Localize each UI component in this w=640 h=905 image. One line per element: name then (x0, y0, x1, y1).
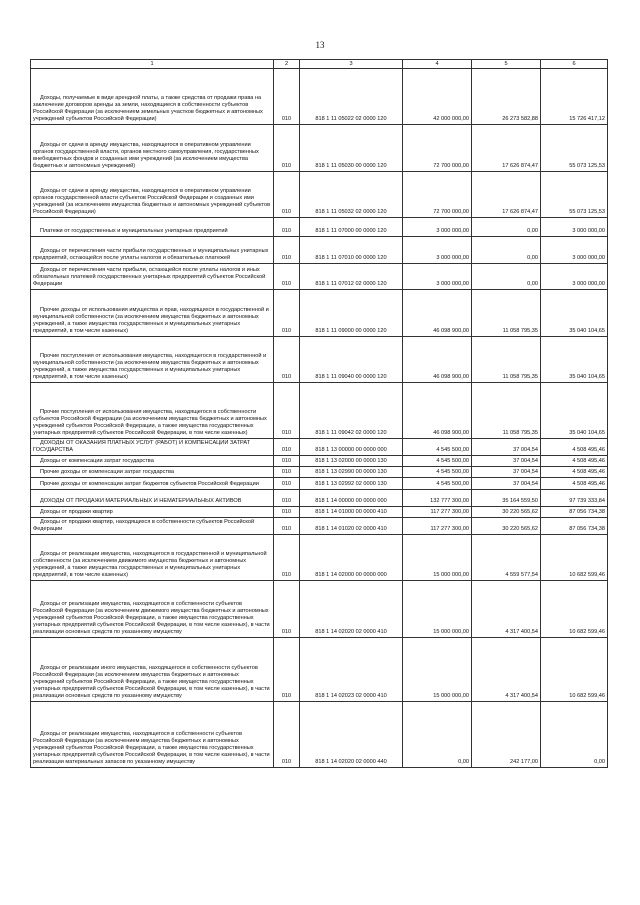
executed-amount: 37 004,54 (472, 439, 541, 456)
remaining-amount: 15 726 417,12 (541, 69, 608, 125)
row-name: Доходы от реализации иного имущества, находящегося в собственности субъектов Российской Федерации (за исключением имущества бюджетных и автономных учреждений субъектов Российской Федерации, а также имущества государственных унитарных предприятий субъектов Российской Федерации, в том числе казенных), в части реализации основных средств по указанному имуществу (31, 638, 274, 702)
row-name: ДОХОДЫ ОТ ОКАЗАНИЯ ПЛАТНЫХ УСЛУГ (РАБОТ) И КОМПЕНСАЦИИ ЗАТРАТ ГОСУДАРСТВА (31, 439, 274, 456)
remaining-amount: 35 040 104,65 (541, 290, 608, 337)
remaining-amount: 3 000 000,00 (541, 264, 608, 290)
executed-amount: 37 004,54 (472, 467, 541, 478)
table-row (31, 125, 608, 172)
row-name: ДОХОДЫ ОТ ПРОДАЖИ МАТЕРИАЛЬНЫХ И НЕМАТЕРИАЛЬНЫХ АКТИВОВ (31, 490, 274, 507)
row-code: 010 (274, 172, 300, 218)
revenue-table (30, 59, 608, 768)
table-row (31, 638, 608, 702)
planned-amount: 46 098 900,00 (403, 290, 472, 337)
executed-amount: 4 317 400,54 (472, 581, 541, 638)
row-code: 010 (274, 535, 300, 581)
planned-amount: 4 545 500,00 (403, 478, 472, 490)
row-code: 010 (274, 467, 300, 478)
budget-classification-code: 818 1 14 02020 02 0000 410 (300, 581, 403, 638)
column-header: 4 (403, 60, 472, 69)
column-header: 3 (300, 60, 403, 69)
planned-amount: 0,00 (403, 702, 472, 768)
row-code: 010 (274, 290, 300, 337)
page-number: 13 (315, 40, 325, 50)
planned-amount: 4 545 500,00 (403, 439, 472, 456)
budget-classification-code: 818 1 14 02020 02 0000 440 (300, 702, 403, 768)
remaining-amount: 35 040 104,65 (541, 337, 608, 383)
row-name: Доходы от реализации имущества, находящегося в собственности субъектов Российской Федерации (за исключением имущества бюджетных и автономных учреждений субъектов Российской Федерации, а также имущества государственных унитарных предприятий субъектов Российской Федерации, в том числе казенных), в части реализации материальных запасов по указанному имуществу (31, 702, 274, 768)
row-name: Платежи от государственных и муниципальных унитарных предприятий (31, 218, 274, 237)
executed-amount: 37 004,54 (472, 456, 541, 467)
planned-amount: 72 700 000,00 (403, 172, 472, 218)
budget-classification-code: 818 1 11 09000 00 0000 120 (300, 290, 403, 337)
column-header: 1 (31, 60, 274, 69)
budget-classification-code: 818 1 11 07010 00 0000 120 (300, 237, 403, 264)
row-name: Прочие доходы от компенсации затрат бюджетов субъектов Российской Федерации (31, 478, 274, 490)
planned-amount: 15 000 000,00 (403, 581, 472, 638)
budget-classification-code: 818 1 14 02000 00 0000 000 (300, 535, 403, 581)
table-row (31, 456, 608, 467)
row-name: Доходы от реализации имущества, находящегося в государственной и муниципальной собственности (за исключением движимого имущества бюджетных и автономных учреждений, а также имущества государственных и муниципальных унитарных предприятий, в том числе казенных) (31, 535, 274, 581)
executed-amount: 11 058 795,35 (472, 337, 541, 383)
row-code: 010 (274, 264, 300, 290)
planned-amount: 46 098 900,00 (403, 383, 472, 439)
budget-classification-code: 818 1 13 02990 00 0000 130 (300, 467, 403, 478)
budget-classification-code: 818 1 11 05022 02 0000 120 (300, 69, 403, 125)
remaining-amount: 3 000 000,00 (541, 218, 608, 237)
remaining-amount: 4 508 495,46 (541, 456, 608, 467)
row-name: Доходы от компенсации затрат государства (31, 456, 274, 467)
executed-amount: 35 164 559,50 (472, 490, 541, 507)
table-row (31, 337, 608, 383)
row-code: 010 (274, 490, 300, 507)
planned-amount: 15 000 000,00 (403, 638, 472, 702)
budget-classification-code: 818 1 11 07000 00 0000 120 (300, 218, 403, 237)
executed-amount: 17 626 874,47 (472, 172, 541, 218)
table-row (31, 478, 608, 490)
column-header: 6 (541, 60, 608, 69)
row-code: 010 (274, 383, 300, 439)
row-name: Прочие доходы от использования имущества и прав, находящихся в государственной и муниципальной собственности (за исключением имущества бюджетных и автономных учреждений, а также имущества государственных и муниципальных унитарных предприятий, в том числе казенных) (31, 290, 274, 337)
column-header: 2 (274, 60, 300, 69)
table-row (31, 264, 608, 290)
row-code: 010 (274, 702, 300, 768)
row-name: Доходы от реализации имущества, находящегося в собственности субъектов Российской Федерации (за исключением движимого имущества бюджетных и автономных учреждений субъектов Российской Федерации, а также имущества государственных унитарных предприятий субъектов Российской Федерации, в том числе казенных), в части реализации основных средств по указанному имуществу (31, 581, 274, 638)
table-row (31, 383, 608, 439)
budget-classification-code: 818 1 13 00000 00 0000 000 (300, 439, 403, 456)
row-name: Прочие поступления от использования имущества, находящегося в собственности субъектов Российской Федерации (за исключением имущества бюджетных и автономных учреждений субъектов Российской Федерации, а также имущества государственных унитарных предприятий субъектов Российской Федерации, в том числе казенных) (31, 383, 274, 439)
remaining-amount: 10 682 599,46 (541, 638, 608, 702)
table-row (31, 218, 608, 237)
row-code: 010 (274, 439, 300, 456)
budget-classification-code: 818 1 11 05032 02 0000 120 (300, 172, 403, 218)
executed-amount: 0,00 (472, 264, 541, 290)
remaining-amount: 4 508 495,46 (541, 478, 608, 490)
executed-amount: 30 220 565,62 (472, 518, 541, 535)
executed-amount: 11 058 795,35 (472, 383, 541, 439)
remaining-amount: 35 040 104,65 (541, 383, 608, 439)
executed-amount: 37 004,54 (472, 478, 541, 490)
row-name: Доходы от перечисления части прибыли, остающейся после уплаты налогов и иных обязательных платежей государственных унитарных предприятий субъектов Российской Федерации (31, 264, 274, 290)
executed-amount: 17 626 874,47 (472, 125, 541, 172)
planned-amount: 132 777 300,00 (403, 490, 472, 507)
row-code: 010 (274, 218, 300, 237)
remaining-amount: 10 682 599,46 (541, 535, 608, 581)
row-code: 010 (274, 69, 300, 125)
budget-classification-code: 818 1 14 01000 00 0000 410 (300, 507, 403, 518)
budget-classification-code: 818 1 11 09040 00 0000 120 (300, 337, 403, 383)
planned-amount: 4 545 500,00 (403, 467, 472, 478)
row-name: Доходы от перечисления части прибыли государственных и муниципальных унитарных предприятий, остающейся после уплаты налогов и обязательных платежей (31, 237, 274, 264)
row-code: 010 (274, 478, 300, 490)
remaining-amount: 10 682 599,46 (541, 581, 608, 638)
remaining-amount: 4 508 495,46 (541, 439, 608, 456)
executed-amount: 0,00 (472, 218, 541, 237)
table-row (31, 535, 608, 581)
executed-amount: 4 559 577,54 (472, 535, 541, 581)
remaining-amount: 87 056 734,38 (541, 507, 608, 518)
budget-classification-code: 818 1 13 02000 00 0000 130 (300, 456, 403, 467)
remaining-amount: 55 073 125,53 (541, 172, 608, 218)
planned-amount: 46 098 900,00 (403, 337, 472, 383)
row-code: 010 (274, 456, 300, 467)
budget-classification-code: 818 1 14 02023 02 0000 410 (300, 638, 403, 702)
table-row (31, 172, 608, 218)
planned-amount: 72 700 000,00 (403, 125, 472, 172)
column-header: 5 (472, 60, 541, 69)
planned-amount: 117 277 300,00 (403, 507, 472, 518)
row-name: Доходы от продажи квартир, находящихся в собственности субъектов Российской Федерации (31, 518, 274, 535)
row-code: 010 (274, 507, 300, 518)
row-code: 010 (274, 337, 300, 383)
executed-amount: 4 317 400,54 (472, 638, 541, 702)
table-row (31, 507, 608, 518)
remaining-amount: 0,00 (541, 702, 608, 768)
table-row (31, 581, 608, 638)
planned-amount: 3 000 000,00 (403, 218, 472, 237)
planned-amount: 3 000 000,00 (403, 264, 472, 290)
row-name: Доходы от продажи квартир (31, 507, 274, 518)
budget-classification-code: 818 1 13 02992 02 0000 130 (300, 478, 403, 490)
planned-amount: 117 277 300,00 (403, 518, 472, 535)
executed-amount: 0,00 (472, 237, 541, 264)
budget-classification-code: 818 1 14 01020 02 0000 410 (300, 518, 403, 535)
table-row (31, 237, 608, 264)
row-code: 010 (274, 581, 300, 638)
budget-classification-code: 818 1 11 05030 00 0000 120 (300, 125, 403, 172)
table-row (31, 490, 608, 507)
remaining-amount: 55 073 125,53 (541, 125, 608, 172)
table-row (31, 518, 608, 535)
budget-classification-code: 818 1 14 00000 00 0000 000 (300, 490, 403, 507)
table-row (31, 290, 608, 337)
executed-amount: 242 177,00 (472, 702, 541, 768)
remaining-amount: 97 739 333,84 (541, 490, 608, 507)
planned-amount: 4 545 500,00 (403, 456, 472, 467)
planned-amount: 42 000 000,00 (403, 69, 472, 125)
table-row (31, 702, 608, 768)
row-name: Прочие поступления от использования имущества, находящегося в государственной и муниципальной собственности (за исключением имущества бюджетных и автономных учреждений, а также имущества государственных и муниципальных унитарных предприятий, в том числе казенных) (31, 337, 274, 383)
budget-classification-code: 818 1 11 09042 02 0000 120 (300, 383, 403, 439)
planned-amount: 3 000 000,00 (403, 237, 472, 264)
row-name: Доходы от сдачи в аренду имущества, находящегося в оперативном управлении органов государственной власти субъектов Российской Федерации и созданных ими учреждений (за исключением имущества бюджетных и автономных учреждений субъектов Российской Федерации) (31, 172, 274, 218)
executed-amount: 26 273 582,88 (472, 69, 541, 125)
planned-amount: 15 000 000,00 (403, 535, 472, 581)
executed-amount: 11 058 795,35 (472, 290, 541, 337)
row-code: 010 (274, 125, 300, 172)
table-row (31, 69, 608, 125)
row-name: Доходы от сдачи в аренду имущества, находящегося в оперативном управлении органов государственной власти, органов местного самоуправления, государственных внебюджетных фондов и созданных ими учреждений (за исключением имущества бюджетных и автономных учреждений) (31, 125, 274, 172)
budget-classification-code: 818 1 11 07012 02 0000 120 (300, 264, 403, 290)
table-row (31, 439, 608, 456)
row-code: 010 (274, 638, 300, 702)
remaining-amount: 3 000 000,00 (541, 237, 608, 264)
table-row (31, 467, 608, 478)
column-number-row (31, 60, 608, 69)
row-name: Доходы, получаемые в виде арендной платы, а также средства от продажи права на заключение договоров аренды за земли, находящиеся в собственности субъектов Российской Федерации (за исключением земельных участков бюджетных и автономных учреждений субъектов Российской Федерации) (31, 69, 274, 125)
row-code: 010 (274, 518, 300, 535)
remaining-amount: 4 508 495,46 (541, 467, 608, 478)
row-code: 010 (274, 237, 300, 264)
remaining-amount: 87 056 734,38 (541, 518, 608, 535)
executed-amount: 30 220 565,62 (472, 507, 541, 518)
row-name: Прочие доходы от компенсации затрат государства (31, 467, 274, 478)
